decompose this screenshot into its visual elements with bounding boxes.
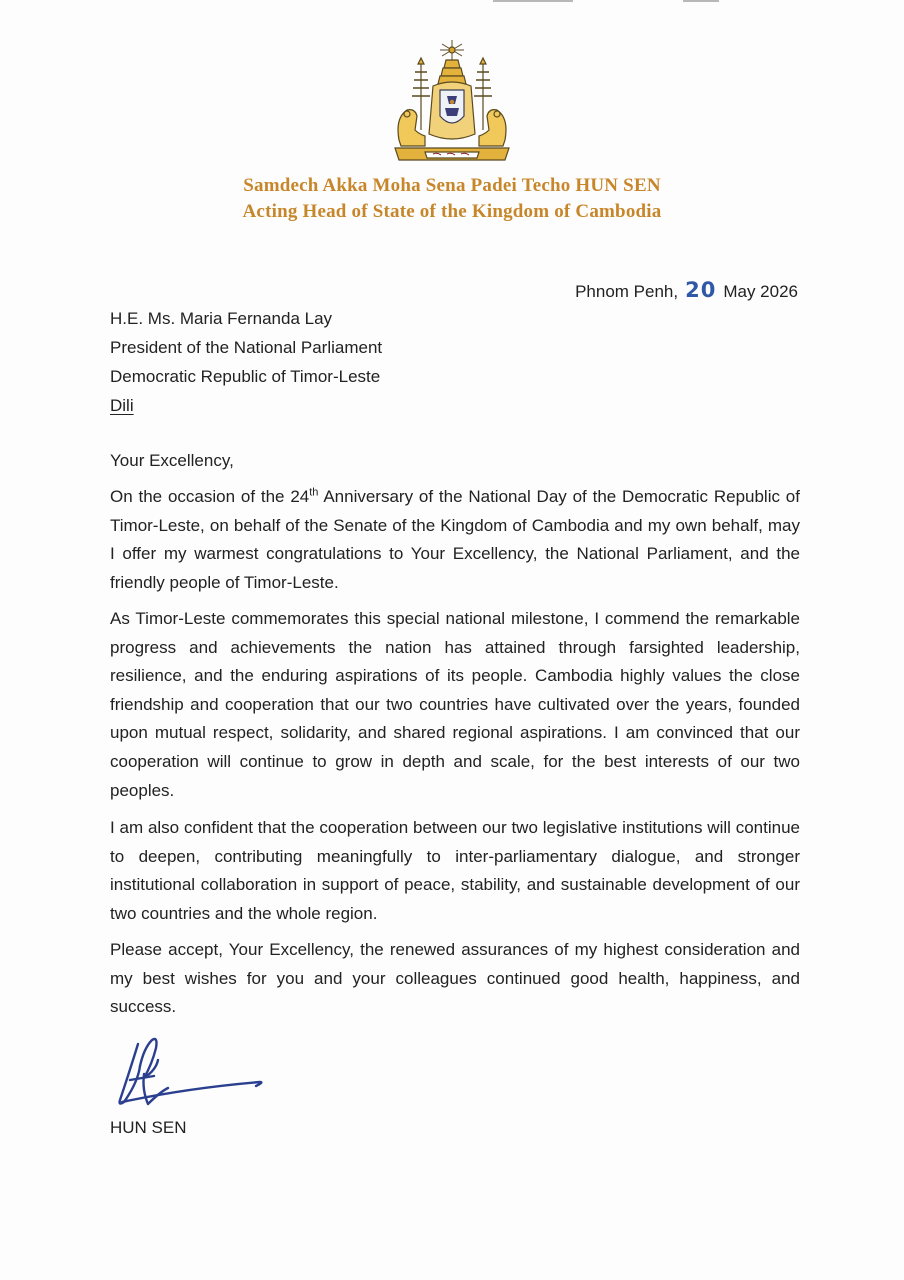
body-paragraph-2: As Timor-Leste commemorates this special national milestone, I commend the remarkable progress and achievements the nation has attained through farsighted leadership, resilience, and the enduring aspirations of its people. Cambodia highly values the close friendship and cooperation that our two countries have cultivated over the years, founded upon mutual respect, solidarity, and shared regional aspirations. I am convinced that our cooperation will continue to grow in depth and scale, for the best interests of our two peoples. [110,609,800,800]
handwritten-signature [108,1030,268,1112]
scan-edge-mark [683,0,719,2]
body-paragraph-4: Please accept, Your Excellency, the renewed assurances of my highest consideration and my best wishes for you and your colleagues continued good health, happiness, and success. [110,940,800,1017]
body-paragraph-1 [110,483,800,597]
signatory-name: HUN SEN [110,1118,187,1137]
letterhead-name: Samdech Akka Moha Sena Padei Techo HUN SEN [243,175,661,196]
royal-arms-of-cambodia-icon [385,38,519,166]
date-city: Phnom Penh, [575,282,679,301]
paragraph-1-rest: Anniversary of the National Day of the Democratic Republic of Timor-Leste, on behalf of the Senate of the Kingdom of Cambodia and my own behalf, may I offer my warmest congratulations to Your Excellency, the National Parliament, and the friendly people of Timor-Leste. [110,487,800,592]
recipient-name: H.E. Ms. Maria Fernanda Lay [110,309,333,328]
ordinal-suffix: th [309,486,319,499]
recipient-title: President of the National Parliament [110,338,383,357]
recipient-city: Dili [110,396,134,415]
date-day-handwritten: 20 [685,278,717,302]
recipient-country: Democratic Republic of Timor-Leste [110,367,381,386]
paragraph-1-start: On the occasion of the 24 [110,487,310,506]
letterhead-title: Acting Head of State of the Kingdom of Cambodia [242,201,662,222]
scan-edge-mark [493,0,573,2]
date-month-year: May 2026 [723,282,798,301]
date-line [575,278,798,302]
salutation: Your Excellency, [110,451,234,470]
body-paragraph-3: I am also confident that the cooperation between our two legislative institutions will continue to deepen, contributing meaningfully to inter-parliamentary dialogue, and stronger institutional collaboration in support of peace, stability, and sustainable development of our two countries and the whole region. [110,818,800,923]
